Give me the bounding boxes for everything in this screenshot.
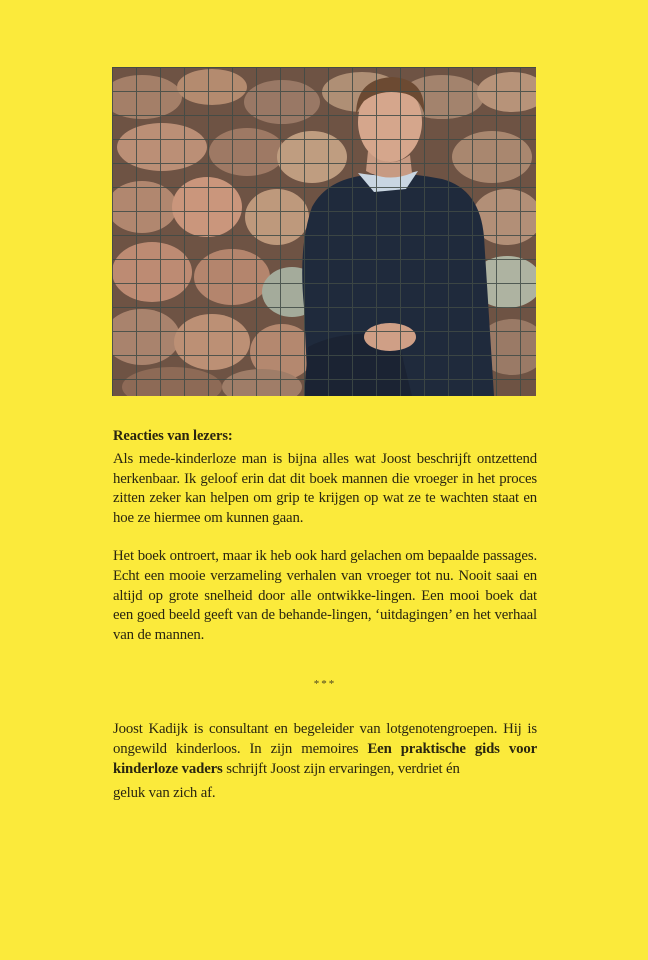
back-cover-text (113, 426, 537, 804)
review-paragraph-1: Als mede-kinderloze man is bijna alles wat Joost beschrijft ontzettend herkenbaar. Ik geloof erin dat dit boek mannen die vroeger in het proces zitten zeker kan helpen om grip te krijgen op wat ze te wachten staat en hoe ze hiermee om kunnen gaan. (113, 451, 537, 526)
author-photo-illustration (112, 67, 536, 396)
author-bio (113, 720, 537, 803)
reviews-heading: Reacties van lezers: (113, 428, 233, 444)
author-bio-last-line: geluk van zich af. (113, 784, 216, 801)
author-bio-intro: Joost Kadijk is consultant en begeleider van lotgenotengroepen. Hij is ongewild kinderloos. In zijn memoires (113, 721, 537, 758)
book-title: Een praktische gids voor kinderloze vaders (113, 741, 537, 777)
section-separator: *** (313, 678, 337, 691)
review-paragraph-2: Het boek ontroert, maar ik heb ook hard gelachen om bepaalde passages. Echt een mooie verzameling verhalen van vroeger tot nu. Nooit saai en altijd op grote snelheid door alle ontwikke-lingen. Een mooi boek dat een goed beeld geeft van de behande-lingen, ‘uitdagingen’ en het verhaal van de mannen. (113, 548, 537, 643)
author-photo (112, 67, 536, 396)
author-bio-continuation: schrijft Joost zijn ervaringen, verdriet én (222, 760, 460, 777)
